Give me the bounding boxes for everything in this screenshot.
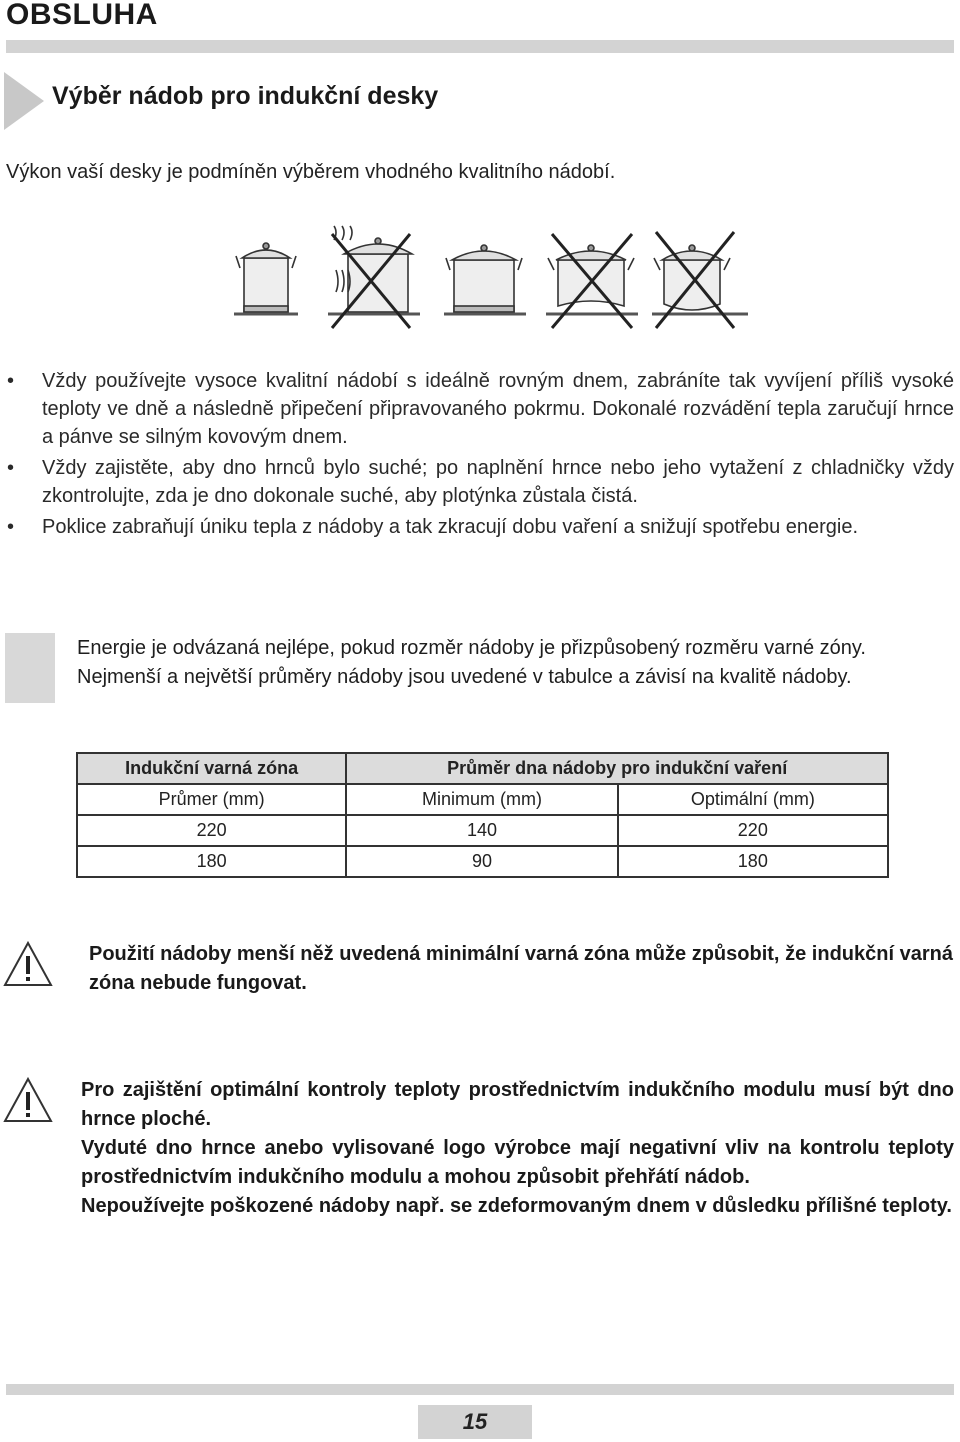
list-item: • Vždy používejte vysoce kvalitní nádobí s ideálně rovným dnem, zabráníte tak vyvíjení příliš vysoké teploty ve dně a následně připečení připravovaného pokrmu. Dokonalé rozvádění tepla zaručují hrnce a pánve se silným kovovým dnem. (6, 367, 954, 451)
footer-divider (6, 1384, 954, 1395)
note-marker (5, 633, 55, 703)
pot-correct (234, 243, 298, 314)
table-cell: 220 (618, 815, 888, 846)
note-line-2: Nejmenší a největší průměry nádoby jsou uvedené v tabulce a závisí na kvalitě nádoby. (77, 666, 852, 688)
bullet-icon: • (7, 516, 15, 538)
bullet-list (6, 367, 954, 544)
page-number: 15 (418, 1405, 532, 1439)
section-arrow-icon (4, 72, 44, 130)
table-header-cell: Indukční varná zóna (77, 753, 346, 784)
list-item: • Vždy zajistěte, aby dno hrnců bylo suché; po naplnění hrnce nebo jeho vytažení z chladničky vždy zkontrolujte, zda je dno dokonale suché, aby plotýnka zůstala čistá. (6, 454, 954, 510)
table-subheader-row (77, 784, 888, 815)
intro-text: Výkon vaší desky je podmíněn výběrem vhodného kvalitního nádobí. (6, 161, 616, 183)
table-subheader-cell: Průmer (mm) (77, 784, 346, 815)
list-item: • Poklice zabraňují úniku tepla z nádoby a tak zkracují dobu vaření a snižují spotřebu energie. (6, 513, 954, 541)
warning-text-2 (81, 1076, 954, 1221)
table-subheader-cell: Optimální (mm) (618, 784, 888, 815)
pot-steam (328, 226, 420, 328)
table-cell: 180 (77, 846, 346, 877)
table-header-row (77, 753, 888, 784)
pot-correct (444, 245, 526, 314)
table-cell: 180 (618, 846, 888, 877)
pot-warped (546, 234, 638, 328)
table-cell: 220 (77, 815, 346, 846)
note-text (77, 634, 957, 692)
warning-icon (2, 940, 54, 988)
cookware-pots-icon (212, 224, 750, 332)
table-subheader-cell: Minimum (mm) (346, 784, 617, 815)
cookware-size-table (76, 752, 889, 878)
warning-paragraph: Nepoužívejte poškozené nádoby např. se zdeformovaným dnem v důsledku přílišné teploty. (81, 1195, 952, 1217)
header-divider (6, 40, 954, 53)
pot-bulged (652, 232, 748, 328)
page-header-title: OBSLUHA (6, 0, 158, 31)
table-cell: 140 (346, 815, 617, 846)
bullet-icon: • (7, 457, 15, 479)
warning-icon (2, 1076, 54, 1124)
bullet-icon: • (7, 370, 15, 392)
table-row (77, 846, 888, 877)
note-line-1: Energie je odvázaná nejlépe, pokud rozměr nádoby je přizpůsobený rozměru varné zóny. (77, 637, 866, 659)
warning-text-1: Použití nádoby menší něž uvedená minimální varná zóna může způsobit, že indukční varná zóna nebude fungovat. (89, 943, 953, 994)
section-title: Výběr nádob pro indukční desky (52, 82, 439, 110)
table-header-cell: Průměr dna nádoby pro indukční vaření (346, 753, 888, 784)
warning-paragraph: Pro zajištění optimální kontroly teploty prostřednictvím indukčního modulu musí být dno hrnce ploché. (81, 1079, 954, 1130)
table-cell: 90 (346, 846, 617, 877)
warning-paragraph: Vyduté dno hrnce anebo vylisované logo výrobce mají negativní vliv na kontrolu teploty prostřednictvím indukčního modulu a mohou způsobit přehřátí nádob. (81, 1137, 954, 1188)
table-row (77, 815, 888, 846)
